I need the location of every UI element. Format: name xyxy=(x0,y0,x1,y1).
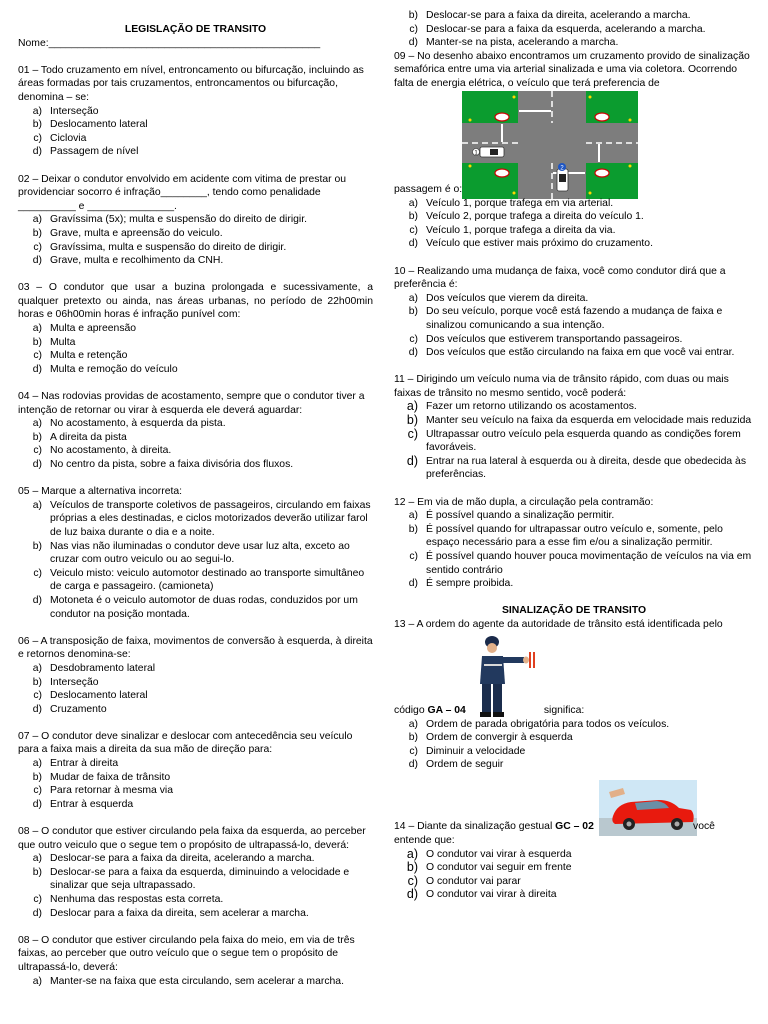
options xyxy=(18,852,373,920)
speed-sign-icon xyxy=(595,169,609,177)
option-text: No acostamento, à direita. xyxy=(50,445,172,457)
answer-option xyxy=(18,417,373,431)
option-letter: b) xyxy=(408,10,418,21)
section-title: SINALIZAÇÃO DE TRANSITO xyxy=(501,605,647,617)
option-letter: b) xyxy=(32,119,42,131)
option-text: Deslocamento lateral xyxy=(50,119,148,131)
option-letter: b) xyxy=(32,227,42,239)
answer-option xyxy=(18,431,373,445)
answer-option xyxy=(18,227,373,241)
answer-option xyxy=(18,907,373,921)
options xyxy=(18,417,373,471)
answer-option xyxy=(394,718,754,732)
intersection-diagram xyxy=(462,91,638,199)
question-text-suffix: você xyxy=(693,821,715,833)
option-letter: a) xyxy=(32,758,42,770)
option-letter: b) xyxy=(408,306,418,318)
option-letter: d) xyxy=(32,703,42,715)
option-text: Grave, multa e recolhimento da CNH. xyxy=(50,255,224,267)
answer-option xyxy=(394,414,754,428)
option-letter: a) xyxy=(32,214,42,226)
option-text: Diminuir a velocidade xyxy=(426,745,526,757)
option-letter: a) xyxy=(408,197,418,209)
option-letter: b) xyxy=(32,540,42,552)
options xyxy=(394,509,754,591)
options xyxy=(394,292,754,360)
answer-option xyxy=(18,771,373,785)
question-text: 11 – Dirigindo um veículo numa via de trânsito rápido, com duas ou mais faixas de trânsito no mesmo sentido, você poderá: xyxy=(394,374,729,399)
option-text: Deslocar-se para a faixa da direita, acelerando a marcha. xyxy=(426,10,691,21)
option-text: Entrar à direita xyxy=(50,758,119,770)
answer-option xyxy=(18,499,373,540)
option-text: No acostamento, à esquerda da pista. xyxy=(50,418,226,430)
question-03 xyxy=(18,281,373,376)
answer-option xyxy=(18,757,373,771)
answer-option xyxy=(394,400,754,414)
answer-option xyxy=(394,550,754,577)
option-letter: b) xyxy=(32,771,42,783)
code-suffix: significa: xyxy=(543,704,585,716)
answer-option xyxy=(18,105,373,119)
option-text: Multa e remoção do veículo xyxy=(50,363,178,375)
option-letter: c) xyxy=(33,350,42,362)
option-letter: d) xyxy=(32,459,42,470)
answer-option xyxy=(394,523,754,550)
question-text: 04 – Nas rodovias providas de acostamento, sempre que o condutor tiver a intenção de retornar ou virar à esquerda ele deverá aguardar: xyxy=(18,391,365,416)
option-text: Veículo 1, porque trafega a direita da via. xyxy=(426,224,616,236)
option-letter: a) xyxy=(32,662,42,674)
answer-option xyxy=(18,594,373,621)
option-text: Motoneta é o veiculo automotor de duas rodas, conduzidos por um condutor na posição montada. xyxy=(50,594,358,620)
answer-option xyxy=(394,197,754,211)
option-letter: d) xyxy=(408,759,418,771)
answer-option xyxy=(394,848,754,862)
answer-option xyxy=(18,118,373,132)
option-letter: d) xyxy=(32,798,42,810)
answer-option xyxy=(394,731,754,745)
option-letter: c) xyxy=(33,241,42,253)
answer-option xyxy=(18,567,373,594)
svg-text:1: 1 xyxy=(474,150,478,157)
option-text: Veículos de transporte coletivos de passageiros, circulando em faixas próprias a eles destinadas, e ciclos motorizados deverão utilizar farol de luz baixa durante o dia e a noite. xyxy=(50,499,371,538)
option-text: Ultrapassar outro veículo pela esquerda quando as condições forem favoráveis. xyxy=(426,428,741,454)
option-text: Manter-se na faixa que esta circulando, sem acelerar a marcha. xyxy=(50,975,344,987)
option-letter: b) xyxy=(32,336,42,348)
option-text: Manter seu veículo na faixa da esquerda em velocidade mais reduzida xyxy=(426,415,752,427)
option-letter: a) xyxy=(408,718,418,730)
option-letter: b) xyxy=(32,676,42,688)
svg-text:2: 2 xyxy=(560,165,564,172)
option-letter: c) xyxy=(407,426,418,441)
answer-option xyxy=(18,254,373,268)
answer-option xyxy=(394,9,754,23)
question-01 xyxy=(18,64,373,159)
answer-option xyxy=(394,509,754,523)
options xyxy=(394,848,754,902)
option-text: Nenhuma das respostas esta correta. xyxy=(50,894,224,905)
answer-option xyxy=(394,305,754,332)
options xyxy=(394,197,754,251)
question-text: 14 – Diante da sinalização gestual xyxy=(394,821,556,833)
option-text: Interseção xyxy=(50,105,99,117)
option-letter: d) xyxy=(408,238,418,250)
option-letter: c) xyxy=(409,23,418,35)
answer-option xyxy=(394,455,754,482)
answer-option xyxy=(18,893,373,907)
document-title: LEGISLAÇÃO DE TRANSITO xyxy=(124,24,267,35)
question-07 xyxy=(18,730,373,812)
option-text: Veículo que estiver mais próximo do cruzamento. xyxy=(426,238,653,250)
option-letter: a) xyxy=(406,399,418,414)
option-text: Interseção xyxy=(50,676,99,688)
question-text: 06 – A transposição de faixa, movimentos de conversão à esquerda, à direita e retornos denomina-se: xyxy=(18,635,373,661)
question-text: 07 – O condutor deve sinalizar e deslocar com antecedência seu veículo para a faixa mais a direita da sua mão de direção para: xyxy=(18,730,353,756)
option-text: Ciclovia xyxy=(50,132,87,144)
answer-option xyxy=(18,703,373,717)
answer-option xyxy=(394,861,754,875)
question-text: 02 – Deixar o condutor envolvido em acidente com vitima de prestar ou providenciar socorro é infração________, tendo como penalidade __________ e _______________. xyxy=(18,173,347,212)
option-letter: c) xyxy=(33,445,42,457)
option-text: Veiculo misto: veiculo automotor destinado ao transporte simultâneo de carga e passageiro. (camioneta) xyxy=(50,567,365,593)
speed-sign-icon xyxy=(495,169,509,177)
question-text: 12 – Em via de mão dupla, a circulação pela contramão: xyxy=(394,496,654,508)
option-text: Deslocamento lateral xyxy=(50,690,148,702)
speed-sign-icon xyxy=(495,113,509,121)
answer-option xyxy=(18,241,373,255)
option-text: Passagem de nível xyxy=(50,146,139,158)
answer-option xyxy=(18,213,373,227)
answer-option xyxy=(18,975,373,989)
answer-option xyxy=(18,145,373,159)
question-08b-continued xyxy=(394,9,754,50)
option-text: Veículo 1, porque trafega em via arterial. xyxy=(426,197,614,209)
option-letter: c) xyxy=(407,873,418,888)
option-text: Deslocar para a faixa da direita, sem acelerar a marcha. xyxy=(50,907,309,919)
option-text: Grave, multa e apreensão do veiculo. xyxy=(50,227,223,239)
answer-option xyxy=(394,577,754,591)
question-08b xyxy=(18,934,373,988)
question-text: 08 – O condutor que estiver circulando pela faixa da esquerda, ao perceber que outro veiculo que o segue tem o propósito de ultrapassá-lo, deverá: xyxy=(18,826,366,851)
option-letter: a) xyxy=(408,292,418,304)
vehicle-1-icon xyxy=(473,147,505,157)
options xyxy=(18,213,373,267)
speed-sign-icon xyxy=(595,113,609,121)
option-text: Mudar de faixa de trânsito xyxy=(50,771,171,783)
option-text: É possível quando houver pouca movimentação de veículos na via em sentido contrário xyxy=(426,551,752,576)
options xyxy=(18,105,373,159)
option-text: Entrar na rua lateral à esquerda ou à direita, desde que obedecida às preferências. xyxy=(426,455,747,481)
answer-option xyxy=(18,349,373,363)
answer-option xyxy=(18,336,373,350)
option-letter: d) xyxy=(32,255,42,267)
option-letter: a) xyxy=(32,418,42,430)
answer-option xyxy=(18,866,373,893)
options xyxy=(394,718,754,772)
option-text: O condutor vai virar à esquerda xyxy=(426,848,572,860)
option-letter: d) xyxy=(32,363,42,375)
option-letter: d) xyxy=(32,907,42,919)
answer-option xyxy=(18,784,373,798)
question-text: 03 – O condutor que usar a buzina prolongada e sucessivamente, a qualquer pretexto ou ainda, nas áreas urbanas, no período de 22h00min horas e 06h00min horas é infração punível com: xyxy=(18,282,373,321)
question-text: 13 – A ordem do agente da autoridade de trânsito está identificada pelo xyxy=(394,618,723,630)
option-letter: b) xyxy=(32,866,42,878)
left-column xyxy=(18,0,373,988)
option-text: Ordem de convergir à esquerda xyxy=(426,732,573,744)
answer-option xyxy=(394,875,754,889)
option-text: O condutor vai seguir em frente xyxy=(426,862,572,874)
answer-option xyxy=(394,333,754,347)
answer-option xyxy=(18,662,373,676)
gesture-code: GA – 04 xyxy=(427,704,466,716)
option-letter: a) xyxy=(32,975,42,987)
question-text: 10 – Realizando uma mudança de faixa, você como condutor dirá que a preferência é: xyxy=(394,265,726,291)
answer-option xyxy=(18,458,373,472)
option-letter: c) xyxy=(33,785,42,797)
option-text: Ordem de seguir xyxy=(426,759,504,771)
question-05 xyxy=(18,485,373,621)
option-letter: a) xyxy=(32,853,42,865)
question-text: 05 – Marque a alternativa incorreta: xyxy=(18,486,183,498)
answer-option xyxy=(18,852,373,866)
answer-option xyxy=(394,210,754,224)
question-12 xyxy=(394,496,754,591)
option-text: Nas vias não iluminadas o condutor deve usar luz alta, exceto ao cruzar com outro veiculo ou ao segui-lo. xyxy=(50,540,350,566)
code-prefix: código xyxy=(394,704,428,716)
name-line: Nome:_______________________________________________ xyxy=(18,37,321,49)
right-column xyxy=(394,0,754,902)
option-letter: c) xyxy=(33,690,42,702)
option-text: Gravíssima, multa e suspensão do direito de dirigir. xyxy=(50,241,287,253)
answer-option xyxy=(18,132,373,146)
option-text: Para retornar à mesma via xyxy=(50,785,174,797)
option-letter: c) xyxy=(409,224,418,236)
option-letter: d) xyxy=(408,37,418,49)
option-letter: b) xyxy=(408,211,418,223)
option-text: Ordem de parada obrigatória para todos os veículos. xyxy=(426,718,670,730)
option-text: O condutor vai parar xyxy=(426,875,521,887)
option-letter: b) xyxy=(406,860,418,875)
option-letter: b) xyxy=(32,431,42,443)
option-text: Deslocar-se para a faixa da esquerda, acelerando a marcha. xyxy=(426,23,706,35)
answer-option xyxy=(18,444,373,458)
option-text: Deslocar-se para a faixa da esquerda, diminuindo a velocidade e sinalizar que seja ultrapassado. xyxy=(50,866,350,892)
gesture-code: GC – 02 xyxy=(555,821,594,833)
option-text: Dos veículos que estiverem transportando passageiros. xyxy=(426,333,683,345)
question-14 xyxy=(394,780,754,902)
option-letter: c) xyxy=(33,567,42,579)
options xyxy=(18,975,373,989)
options xyxy=(394,400,754,482)
option-text: Veículo 2, porque trafega a direita do veículo 1. xyxy=(426,211,644,223)
question-10 xyxy=(394,265,754,360)
option-text: Gravíssima (5x); multa e suspensão do direito de dirigir. xyxy=(50,214,307,226)
question-11 xyxy=(394,373,754,482)
answer-option xyxy=(18,676,373,690)
question-06 xyxy=(18,635,373,717)
question-02 xyxy=(18,173,373,268)
option-text: É possível quando a sinalização permitir. xyxy=(426,510,615,522)
answer-option xyxy=(18,322,373,336)
answer-option xyxy=(394,23,754,37)
option-text: Multa e apreensão xyxy=(50,323,137,335)
option-letter: b) xyxy=(408,732,418,744)
option-text: A direita da pista xyxy=(50,431,127,443)
option-letter: c) xyxy=(409,551,418,562)
option-letter: d) xyxy=(408,347,418,359)
traffic-agent-image xyxy=(470,634,542,718)
option-text: No centro da pista, sobre a faixa divisória dos fluxos. xyxy=(50,459,294,470)
option-letter: a) xyxy=(32,499,42,511)
option-letter: c) xyxy=(409,745,418,757)
options xyxy=(18,322,373,376)
answer-option xyxy=(394,224,754,238)
option-text: Do seu veículo, porque você está fazendo a mudança de faixa e sinalizou comunicando a sua intenção. xyxy=(426,306,723,331)
option-text: Multa e retenção xyxy=(50,350,128,362)
option-letter: d) xyxy=(406,453,418,468)
question-08a xyxy=(18,825,373,920)
option-letter: c) xyxy=(409,333,418,345)
option-letter: a) xyxy=(408,510,418,522)
option-text: Cruzamento xyxy=(50,703,107,715)
question-text: 09 – No desenho abaixo encontramos um cruzamento provido de sinalização semafórica entre uma via arterial sinalizada e uma via coletora. Ocorrendo falta de energia elétrica, o veículo que terá preferencia de xyxy=(394,50,750,89)
question-text: entende que: xyxy=(394,834,455,846)
option-letter: a) xyxy=(32,323,42,335)
option-text: Dos veículos que vierem da direita. xyxy=(426,292,589,304)
option-letter: a) xyxy=(406,846,418,861)
option-text: É sempre proibida. xyxy=(426,578,514,590)
option-text: Deslocar-se para a faixa da direita, acelerando a marcha. xyxy=(50,853,315,865)
answer-option xyxy=(394,758,754,772)
option-text: Dos veículos que estão circulando na faixa em que você vai entrar. xyxy=(426,347,735,359)
options xyxy=(18,499,373,621)
option-text: Manter-se na pista, acelerando a marcha. xyxy=(426,37,619,49)
answer-option xyxy=(18,689,373,703)
option-text: Desdobramento lateral xyxy=(50,662,156,674)
answer-option xyxy=(394,745,754,759)
question-04 xyxy=(18,390,373,472)
question-text: 01 – Todo cruzamento em nível, entroncamento ou bifurcação, incluindo as áreas formadas por tais cruzamentos, entroncamentos ou bifurcação, denomina – se: xyxy=(18,64,364,103)
option-letter: b) xyxy=(408,523,418,535)
option-letter: a) xyxy=(32,105,42,117)
answer-option xyxy=(394,428,754,455)
question-09 xyxy=(394,50,754,251)
option-letter: d) xyxy=(408,578,418,590)
question-text: 08 – O condutor que estiver circulando pela faixa do meio, em via de três faixas, ao perceber que outro veículo que o segue tem o propósito de ultrapassá-lo, deverá: xyxy=(18,934,355,973)
answer-option xyxy=(394,237,754,251)
option-letter: c) xyxy=(33,132,42,144)
question-13 xyxy=(394,618,754,772)
answer-option xyxy=(394,36,754,50)
option-letter: d) xyxy=(32,146,42,158)
option-text: Multa xyxy=(50,336,76,348)
answer-option xyxy=(394,346,754,360)
option-letter: c) xyxy=(33,894,42,905)
option-text: Entrar à esquerda xyxy=(50,798,134,810)
option-letter: d) xyxy=(32,594,42,606)
options xyxy=(18,662,373,716)
option-text: O condutor vai virar à direita xyxy=(426,889,557,901)
option-text: É possível quando for ultrapassar outro veículo e, somente, pelo espaço necessário para a esse fim e/ou a sinalização permitir. xyxy=(426,523,723,549)
answer-option xyxy=(394,292,754,306)
option-letter: b) xyxy=(406,413,418,428)
question-text-continued: passagem é o: xyxy=(394,183,463,195)
answer-option xyxy=(18,540,373,567)
answer-option xyxy=(18,363,373,377)
answer-option xyxy=(18,798,373,812)
options xyxy=(18,757,373,811)
option-letter: d) xyxy=(406,887,418,902)
option-text: Fazer um retorno utilizando os acostamentos. xyxy=(426,401,637,413)
answer-option xyxy=(394,888,754,902)
